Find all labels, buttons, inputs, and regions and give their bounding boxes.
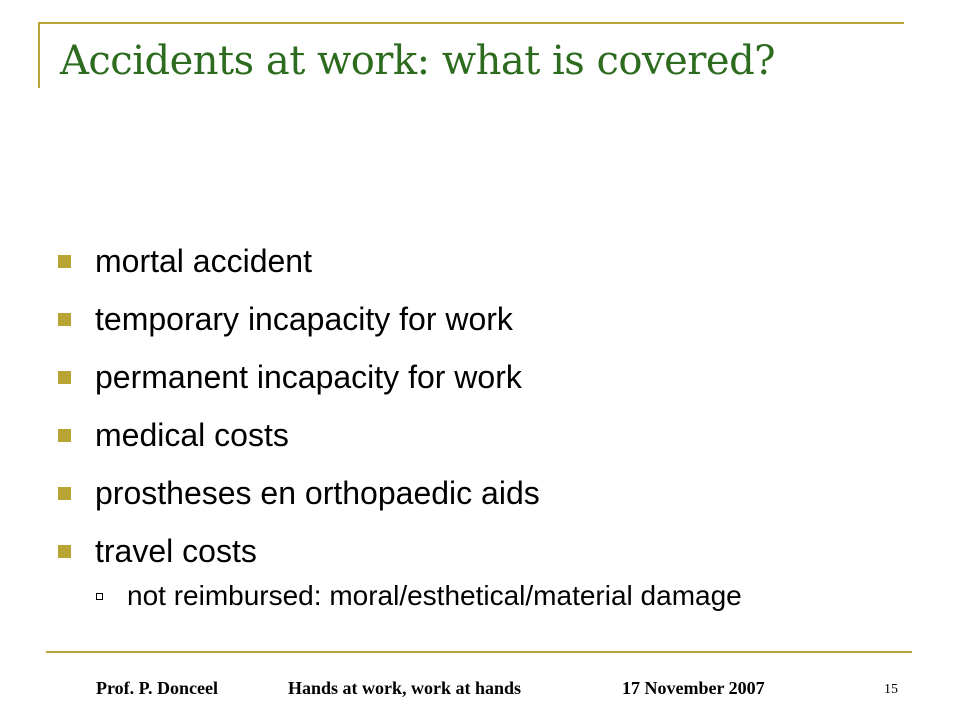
sub-bullet-text: not reimbursed: moral/esthetical/material damage <box>127 580 742 611</box>
frame-left-line <box>38 22 40 88</box>
bullet-text: permanent incapacity for work <box>95 358 522 395</box>
page-number: 15 <box>884 682 898 697</box>
bullet-item <box>58 464 540 522</box>
square-bullet-icon <box>58 429 71 442</box>
footer-date: 17 November 2007 <box>622 678 765 698</box>
footer-event: Hands at work, work at hands <box>288 678 522 698</box>
square-bullet-icon <box>58 371 71 384</box>
bullet-item <box>58 232 540 290</box>
bullet-text: travel costs <box>95 532 257 569</box>
bullet-text: mortal accident <box>95 242 312 279</box>
slide-title: Accidents at work: what is covered? <box>60 38 776 84</box>
bullet-item <box>58 522 540 580</box>
bullet-text: temporary incapacity for work <box>95 300 513 337</box>
footer-author: Prof. P. Donceel <box>96 678 218 698</box>
bullet-item <box>58 406 540 464</box>
bullet-list <box>58 232 540 580</box>
bullet-text: prostheses en orthopaedic aids <box>95 474 540 511</box>
sub-bullet-item <box>96 580 742 612</box>
square-bullet-icon <box>58 255 71 268</box>
square-bullet-icon <box>58 545 71 558</box>
bullet-item <box>58 290 540 348</box>
frame-top-line <box>38 22 904 24</box>
square-bullet-icon <box>58 487 71 500</box>
footer-divider <box>46 651 912 653</box>
bullet-item <box>58 348 540 406</box>
square-bullet-icon <box>58 313 71 326</box>
hollow-square-bullet-icon <box>96 593 103 600</box>
bullet-text: medical costs <box>95 416 289 453</box>
